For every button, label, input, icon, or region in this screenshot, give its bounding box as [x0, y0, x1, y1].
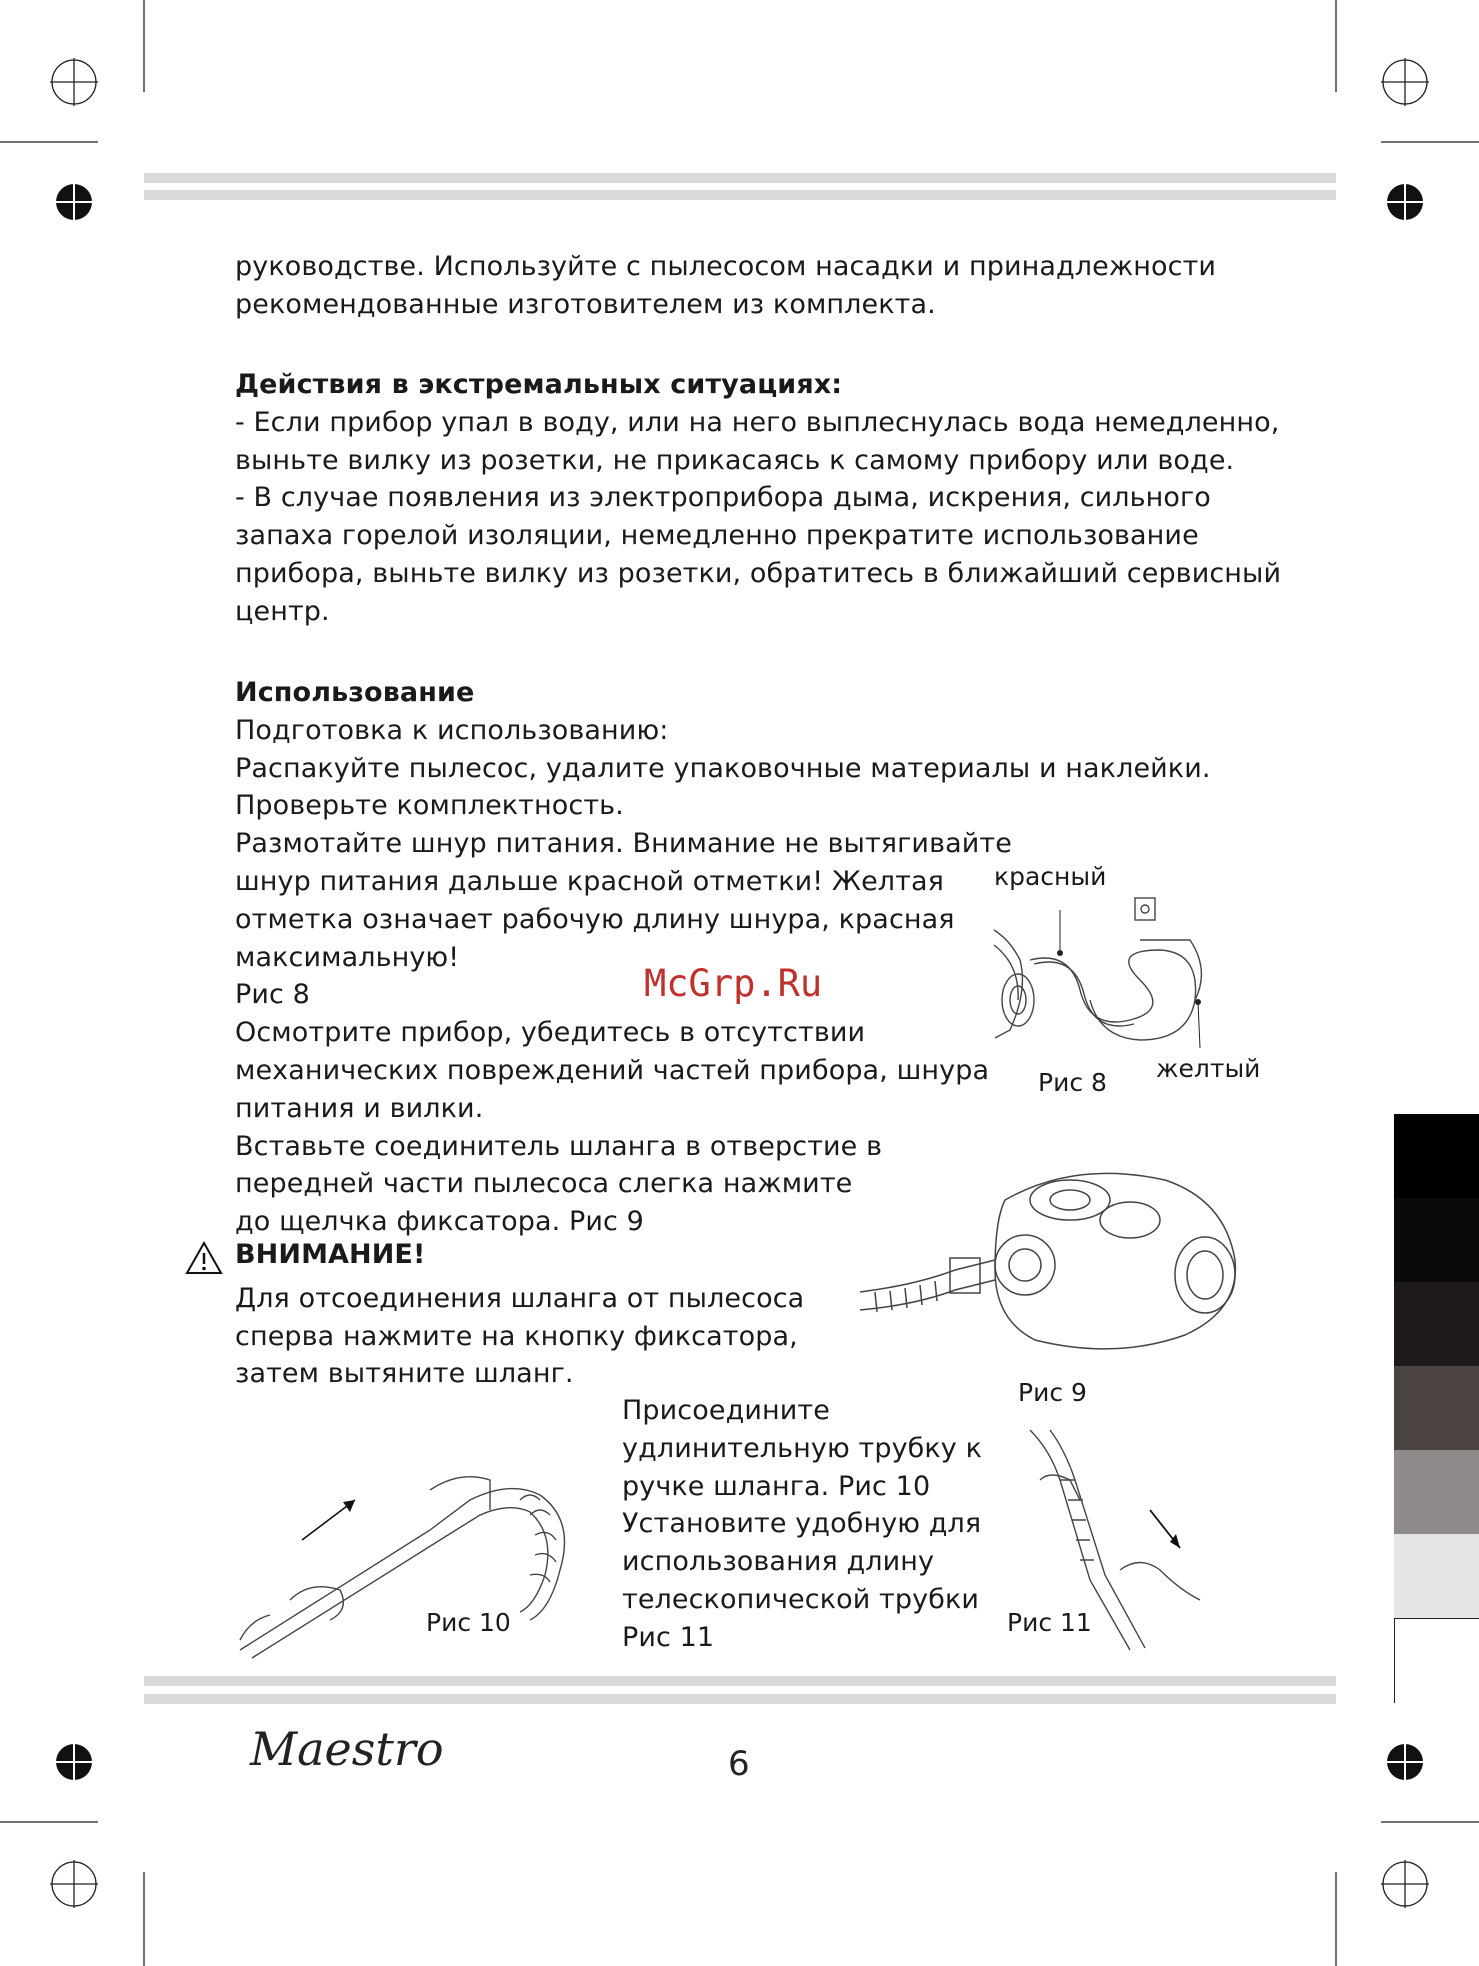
bottom-band — [144, 1694, 1336, 1704]
usage-section: Использование Подготовка к использованию: Распакуйте пылесос, удалите упаковочные материалы и наклейки. Проверьте комплектность. Размотайте шнур питания. Внимание не вытягивайте шнур питания дальше красной отметки! Желтая отметка означает рабочую длину шнура, красная максимальную! Рис 8 Осмотрите прибор, убедитесь в отсутствии механических повреждений частей прибора, шнура питания и вилки. Вставьте соединитель шланга в отверстие в передней части пылесоса слегка нажмите до щелчка фиксатора. Рис 9 — [235, 674, 1211, 1241]
watermark: McGrp.Ru — [644, 962, 823, 1005]
warning-triangle-icon — [184, 1240, 224, 1276]
usage-heading: Использование — [235, 677, 475, 708]
emergency-heading: Действия в экстремальных ситуациях: — [235, 369, 843, 400]
figure-caption: Рис 9 — [1018, 1378, 1087, 1407]
tube-paragraph: Присоедините удлинительную трубку к ручке шланга. Рис 10 Установите удобную для использования длину телескопической трубки Рис 11 — [622, 1395, 982, 1653]
bottom-band — [144, 1676, 1336, 1686]
hose-handle-illustration — [230, 1440, 610, 1660]
cord-illustration — [990, 880, 1250, 1060]
warning-heading: ВНИМАНИЕ! — [235, 1239, 426, 1270]
figure-caption: Рис 10 — [426, 1608, 511, 1637]
warning-section: ВНИМАНИЕ! Для отсоединения шланга от пылесоса сперва нажмите на кнопку фиксатора, затем вытяните шланг. — [235, 1236, 804, 1393]
vacuum-illustration — [855, 1160, 1255, 1360]
brand-logo: Maestro — [250, 1722, 444, 1776]
label-yellow: желтый — [1156, 1054, 1261, 1083]
emergency-section: Действия в экстремальных ситуациях: - Если прибор упал в воду, или на него выплеснулась вода немедленно, выньте вилку из розетки, не прикасаясь к самому прибору или воде. - В случае появления из электроприбора дыма, искрения, сильного запаха горелой изоляции, немедленно прекратите использование прибора, выньте вилку из розетки, обратитесь в ближайший сервисный центр. — [235, 366, 1281, 631]
figure-caption: Рис 8 — [1038, 1068, 1107, 1097]
intro-paragraph: руководстве. Используйте с пылесосом насадки и принадлежности рекомендованные изготовителем из комплекта. — [235, 251, 1217, 320]
label-red: красный — [994, 862, 1107, 891]
page-number: 6 — [728, 1744, 750, 1784]
top-band — [144, 190, 1336, 200]
figure-caption: Рис 11 — [1007, 1608, 1092, 1637]
top-band — [144, 173, 1336, 183]
